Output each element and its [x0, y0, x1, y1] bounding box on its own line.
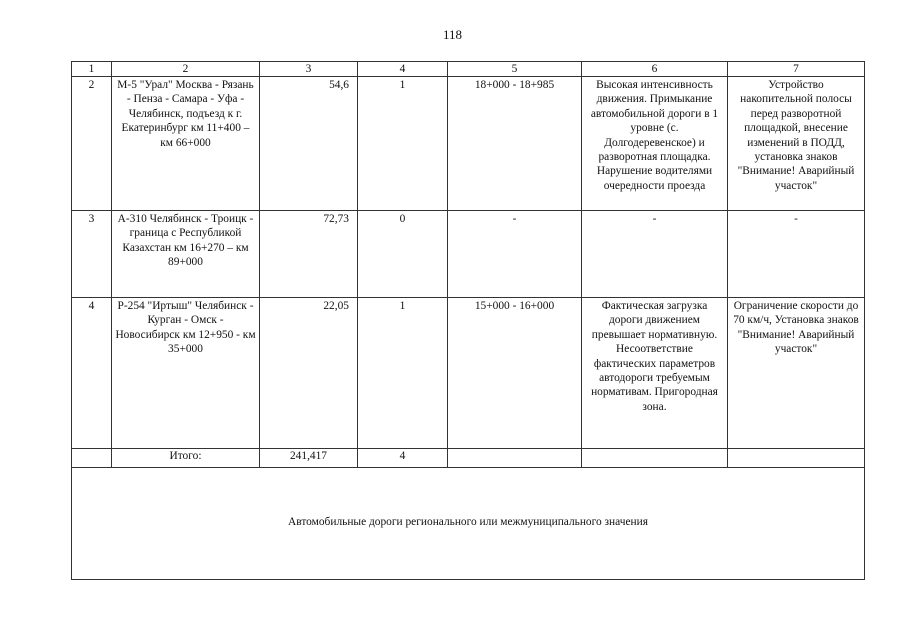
total-empty-cell: [72, 449, 112, 468]
road-length: 72,73: [260, 211, 358, 298]
total-empty-cell: [582, 449, 728, 468]
table-header-row: [72, 62, 865, 77]
road-length: 22,05: [260, 298, 358, 449]
accident-reason: -: [582, 211, 728, 298]
section-heading-row: [72, 468, 865, 580]
road-name: М-5 "Урал" Москва - Рязань - Пенза - Самара - Уфа - Челябинск, подъезд к г. Екатеринбург км 11+400 – км 66+000: [112, 77, 260, 211]
roads-table: [71, 61, 865, 580]
accident-count: 1: [358, 77, 448, 211]
accident-reason: Фактическая загрузка дороги движением превышает нормативную. Несоответствие фактических параметров автодороги требуемым нормативам. Пригородная зона.: [582, 298, 728, 449]
column-header: 2: [112, 62, 260, 77]
road-section: 15+000 - 16+000: [448, 298, 582, 449]
row-number: 2: [72, 77, 112, 211]
road-length: 54,6: [260, 77, 358, 211]
accident-count: 1: [358, 298, 448, 449]
table-row: [72, 77, 865, 211]
planned-measures: Устройство накопительной полосы перед разворотной площадкой, внесение изменений в ПОДД, установка знаков "Внимание! Аварийный участок": [728, 77, 865, 211]
section-heading-cell: [72, 468, 865, 580]
total-row: [72, 449, 865, 468]
road-name: Р-254 "Иртыш" Челябинск - Курган - Омск - Новосибирск км 12+950 - км 35+000: [112, 298, 260, 449]
accident-reason: Высокая интенсивность движения. Примыкание автомобильной дороги в 1 уровне (с. Долгодеревенское) и разворотная площадка. Нарушение водителями очередности проезда: [582, 77, 728, 211]
row-number: 3: [72, 211, 112, 298]
planned-measures: -: [728, 211, 865, 298]
column-header: 7: [728, 62, 865, 77]
column-header: 5: [448, 62, 582, 77]
road-section: 18+000 - 18+985: [448, 77, 582, 211]
column-header: 3: [260, 62, 358, 77]
column-header: 1: [72, 62, 112, 77]
total-count: 4: [358, 449, 448, 468]
column-header: 6: [582, 62, 728, 77]
total-empty-cell: [728, 449, 865, 468]
table-row: [72, 211, 865, 298]
planned-measures: Ограничение скорости до 70 км/ч, Установка знаков "Внимание! Аварийный участок": [728, 298, 865, 449]
total-label: Итого:: [112, 449, 260, 468]
page-number: 118: [442, 27, 463, 42]
accident-count: 0: [358, 211, 448, 298]
column-header: 4: [358, 62, 448, 77]
section-heading: Автомобильные дороги регионального или межмуниципального значения: [288, 515, 648, 528]
road-section: -: [448, 211, 582, 298]
row-number: 4: [72, 298, 112, 449]
total-length: 241,417: [260, 449, 358, 468]
road-name: А-310 Челябинск - Троицк - граница с Республикой Казахстан км 16+270 – км 89+000: [112, 211, 260, 298]
total-empty-cell: [448, 449, 582, 468]
table-row: [72, 298, 865, 449]
